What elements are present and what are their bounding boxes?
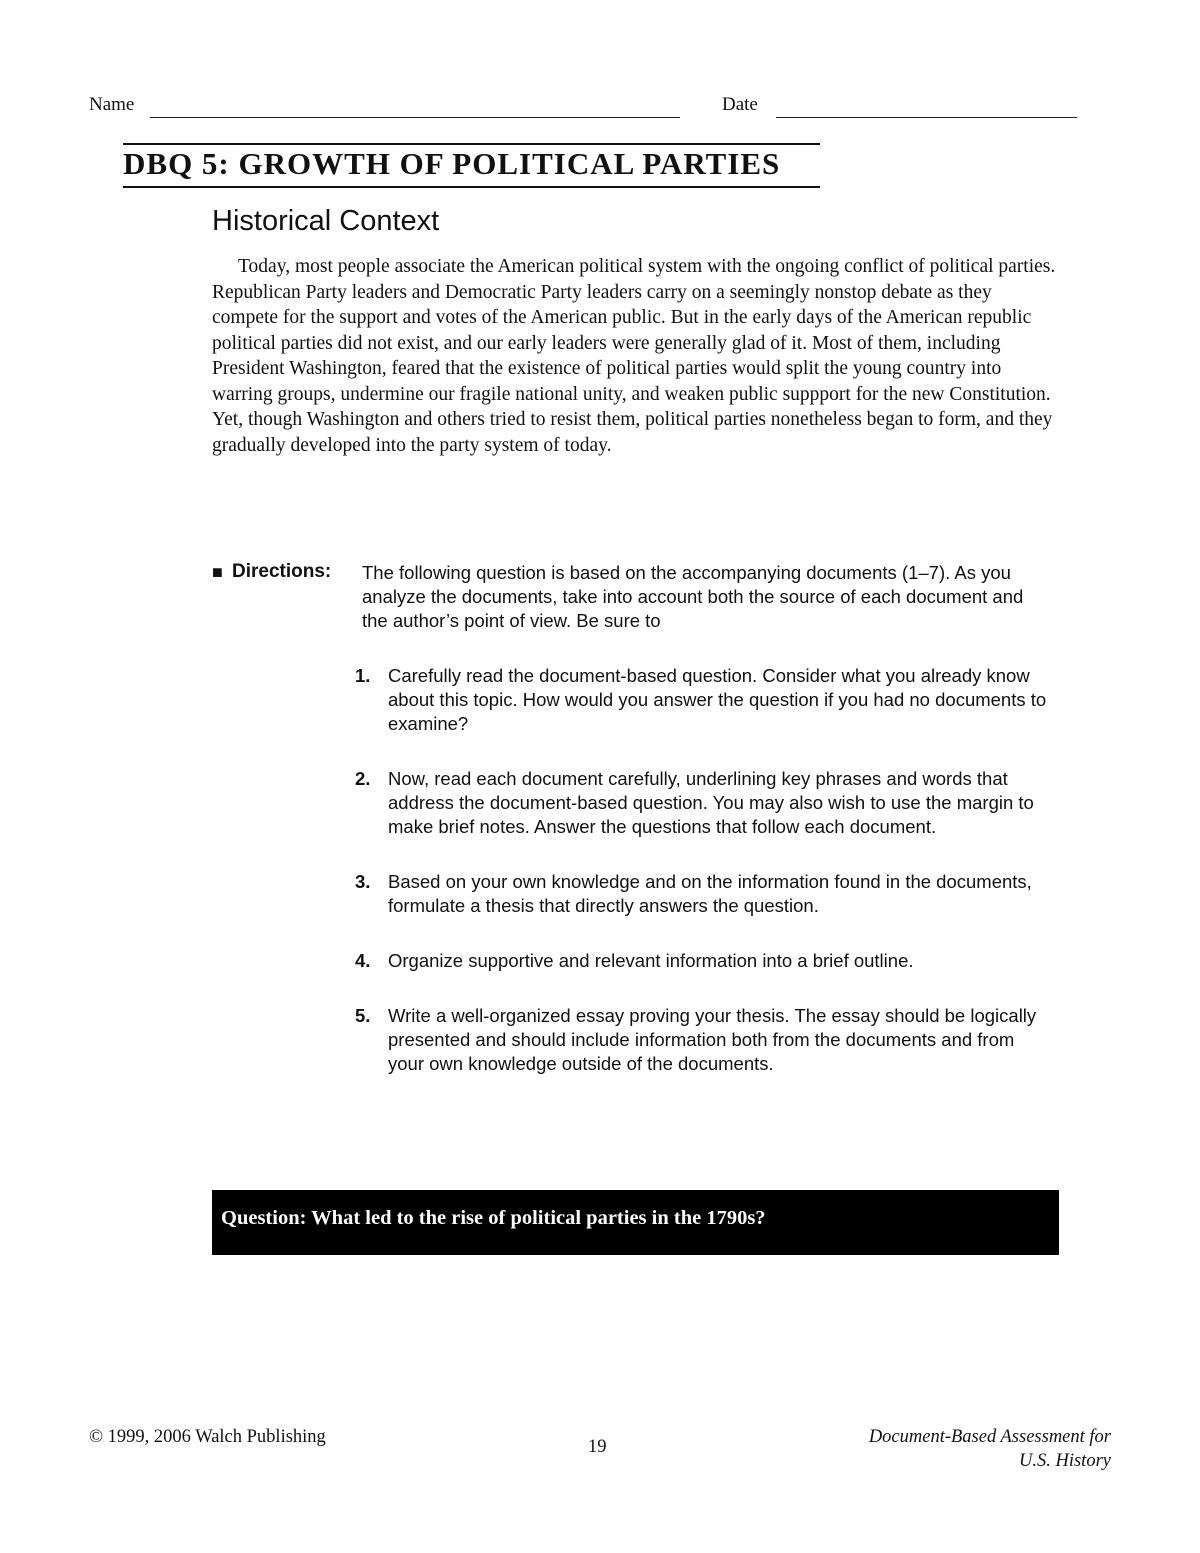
historical-context-paragraph: Today, most people associate the American political system with the ongoing conflict of political parties. Republican Party leaders and Democratic Party leaders carry on a seemingly nonstop debate as they compete for the support and votes of the American public. But in the early days of the American republic political parties did not exist, and our early leaders were generally glad of it. Most of them, including President Washington, feared that the existence of political parties would split the young country into warring groups, undermine our fragile national unity, and weaken public suppport for the new Constitution. Yet, though Washington and others tried to resist them, political parties nonetheless began to form, and they gradually developed into the party system of today. bbox=[212, 256, 1056, 456]
list-item bbox=[355, 870, 1055, 918]
step-number: 2. bbox=[355, 768, 371, 789]
date-label: Date bbox=[722, 94, 758, 115]
title-rule-bottom bbox=[123, 186, 820, 188]
step-number: 3. bbox=[355, 871, 371, 892]
directions-text: The following question is based on the accompanying documents (1–7). As you analyze the documents, take into account both the source of each document and the author’s point of view. Be sure to bbox=[362, 562, 1024, 631]
name-line[interactable] bbox=[150, 117, 680, 118]
step-number: 5. bbox=[355, 1005, 371, 1026]
step-text: Write a well-organized essay proving your thesis. The essay should be logically presented and should include information both from the documents and from your own knowledge outside of the documents. bbox=[388, 1005, 1037, 1074]
book-title-line1: Document-Based Assessment for bbox=[868, 1427, 1111, 1447]
step-number: 4. bbox=[355, 950, 371, 971]
list-item bbox=[355, 1004, 1055, 1076]
step-text: Based on your own knowledge and on the information found in the documents, formulate a thesis that directly answers the question. bbox=[388, 871, 1032, 916]
directions-label: Directions: bbox=[232, 561, 332, 582]
step-text: Now, read each document carefully, underlining key phrases and words that address the document-based question. You may also wish to use the margin to make brief notes. Answer the questions that follow each document. bbox=[388, 768, 1034, 837]
question-bar bbox=[212, 1190, 1059, 1255]
copyright: © 1999, 2006 Walch Publishing bbox=[89, 1427, 326, 1447]
list-item bbox=[355, 664, 1055, 736]
step-text: Organize supportive and relevant information into a brief outline. bbox=[388, 950, 914, 971]
square-bullet-icon: ■ bbox=[212, 562, 223, 582]
page-title: DBQ 5: GROWTH OF POLITICAL PARTIES bbox=[123, 146, 781, 181]
step-number: 1. bbox=[355, 665, 371, 686]
list-item bbox=[355, 949, 1055, 973]
steps-list bbox=[355, 664, 1055, 1107]
question-text: Question: What led to the rise of political parties in the 1790s? bbox=[221, 1207, 766, 1229]
step-text: Carefully read the document-based question. Consider what you already know about this topic. How would you answer the question if you had no documents to examine? bbox=[388, 665, 1047, 734]
title-rule-top bbox=[123, 143, 820, 145]
section-heading: Historical Context bbox=[212, 205, 440, 237]
page-number: 19 bbox=[588, 1437, 607, 1457]
list-item bbox=[355, 767, 1055, 839]
book-title-line2: U.S. History bbox=[1019, 1451, 1111, 1471]
date-line[interactable] bbox=[776, 117, 1077, 118]
name-label: Name bbox=[89, 94, 135, 115]
